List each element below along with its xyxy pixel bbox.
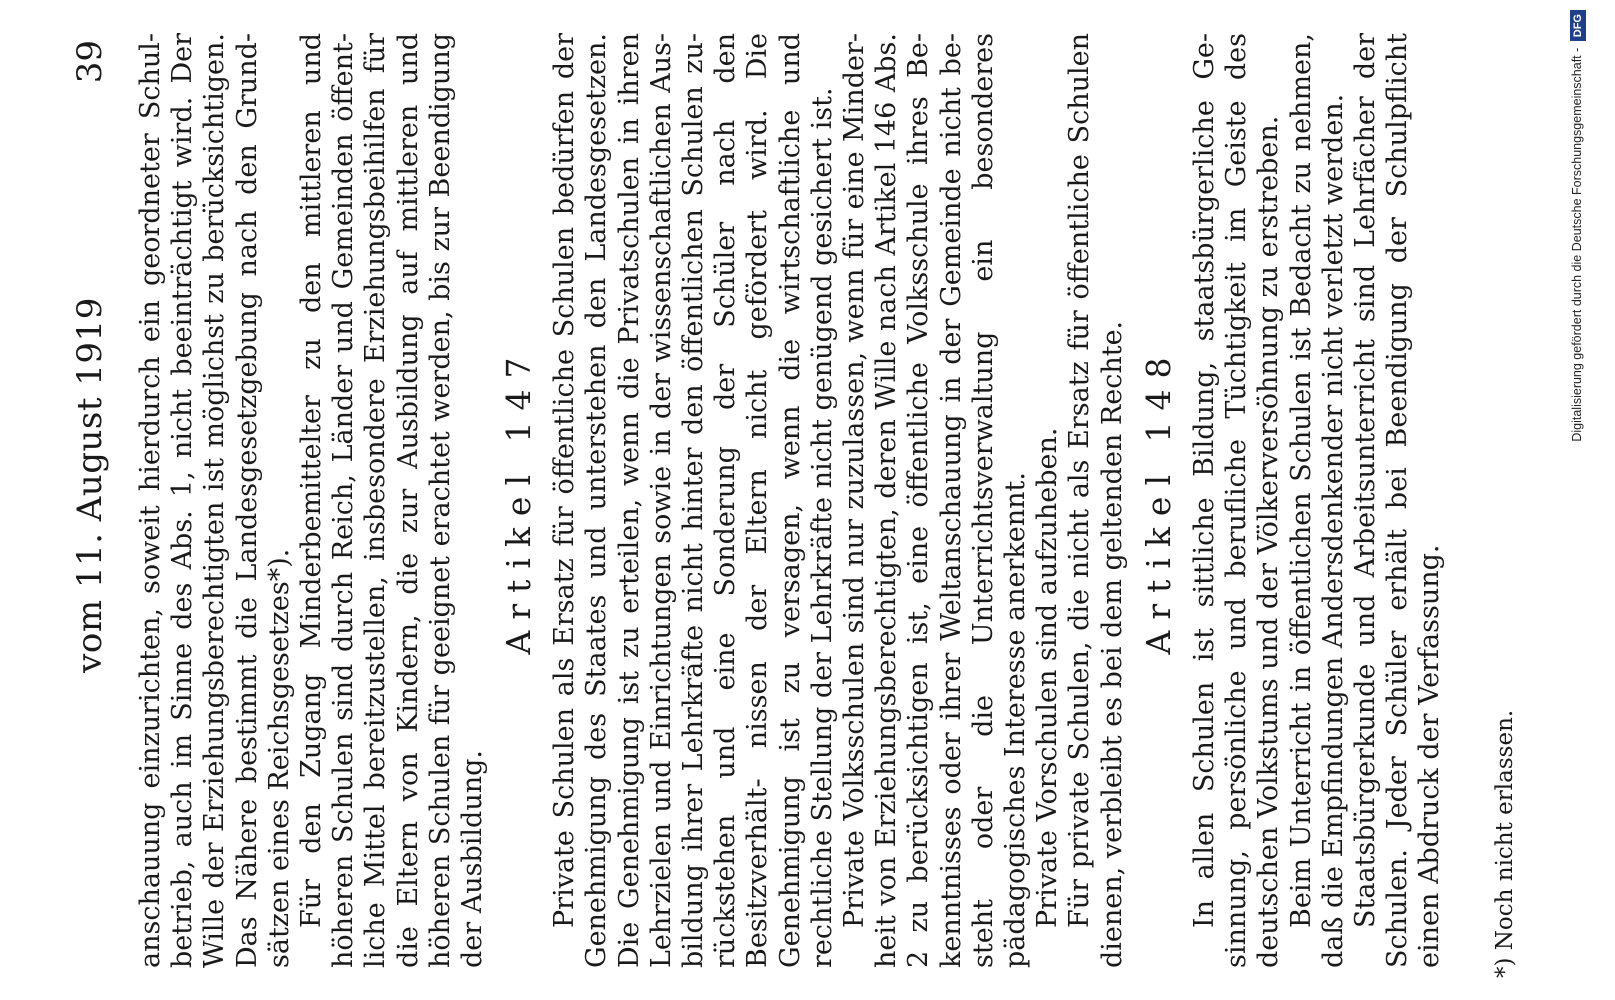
text-line: Beim Unterricht in öffentlichen Schulen ist Bedacht zu nehmen,: [1285, 33, 1317, 928]
text-line: liche Mittel bereitzustellen, insbesondere Erziehungsbeihilfen für: [360, 33, 392, 968]
text-line: Staatsbürgerkunde und Arbeitsunterricht sind Lehrfächer der: [1349, 33, 1381, 928]
text-line: sätzen eines Reichsgesetzes*).: [263, 548, 295, 968]
text-line: Schulen. Jeder Schüler erhält bei Beendigung der Schulpflicht: [1382, 33, 1414, 968]
text-line: kenntnisses oder ihrer Weltanschauung in der Gemeinde nicht be-: [935, 33, 967, 968]
text-line: Die Genehmigung ist zu erteilen, wenn die Privatschulen in ihren: [613, 33, 645, 968]
dfg-logo: DFG: [1570, 10, 1586, 41]
text-line: höheren Schulen sind durch Reich, Länder und Gemeinden öffent-: [328, 33, 360, 968]
text-line: höheren Schulen für geeignet erachtet werden, bis zur Beendigung: [424, 33, 456, 968]
text-line: steht oder die Unterrichtsverwaltung ein besonderes pädagogisches: [967, 33, 1032, 968]
text-line: Private Vorschulen sind aufzuheben.: [1032, 427, 1064, 928]
article-147-paragraph-4: [1064, 33, 1128, 968]
text-line: Lehrzielen und Einrichtungen sowie in der wissenschaftlichen Aus-: [645, 33, 677, 968]
page-header: [70, 40, 110, 930]
text-line: sinnung, persönliche und berufliche Tüchtigkeit im Geiste des: [1221, 33, 1253, 968]
text-line: Für private Schulen, die nicht als Ersatz für öffentliche Schulen: [1064, 33, 1096, 928]
header-date: vom 11. August 1919: [70, 297, 110, 673]
text-line: In allen Schulen ist sittliche Bildung, staatsbürgerliche Ge-: [1188, 33, 1220, 928]
text-line: die Eltern von Kindern, die zur Ausbildung auf mittleren und: [392, 33, 424, 968]
credit-text: Digitalisierung gefördert durch die Deutsche Forschungsgemeinschaft -: [1570, 47, 1584, 442]
text-line: Abs. 2 zu berücksichtigen ist, eine öffentliche Volksschule ihres Be-: [871, 33, 935, 968]
text-line: dienen, verbleibt es bei dem geltenden Rechte.: [1096, 320, 1128, 968]
article-147-paragraph-3: [1032, 33, 1064, 968]
text-line: bildung ihrer Lehrkräfte nicht hinter den öffentlichen Schulen zu-: [678, 33, 710, 968]
article-147-heading: Artikel 147: [499, 346, 539, 655]
text-line: einen Abdruck der Verfassung.: [1414, 544, 1446, 968]
footnote: *) Noch nicht erlassen.: [1492, 709, 1518, 978]
text-line: Für den Zugang Minderbemittelter zu den mittleren und: [296, 33, 328, 928]
text-line: deutschen Volkstums und der Völkerversöhnung zu erstreben.: [1253, 115, 1285, 968]
text-line: Wille der Erziehungsberechtigten ist möglichst zu berücksichtigen.: [199, 33, 231, 968]
text-line: Private Volksschulen sind nur zuzulassen, wenn für eine Minder-: [839, 33, 871, 928]
article-148-paragraph-3: [1350, 33, 1447, 968]
text-line: Genehmigung des Staates und unterstehen den Landesgesetzen.: [581, 33, 613, 968]
text-line: versagen, wenn die wirtschaftliche und rechtliche Stellung der: [774, 33, 838, 968]
digitization-credit: [1570, 10, 1610, 1000]
text-line: betrieb, auch im Sinne des Abs. 1, nicht beeinträchtigt wird. Der: [167, 33, 199, 968]
article-148-heading: Artikel 148: [1138, 346, 1178, 655]
text-line: rückstehen und eine Sonderung der Schüler nach den Besitzverhält-: [710, 33, 774, 968]
text-line: heit von Erziehungsberechtigten, deren Wille nach Artikel 146: [871, 101, 903, 968]
article-147-paragraph-2: [839, 33, 1032, 968]
page-content: [135, 33, 1447, 968]
page-number: 39: [70, 40, 110, 84]
article-147-paragraph-1: [549, 33, 839, 968]
continuation-paragraph: [135, 33, 296, 968]
text-line: der Ausbildung.: [457, 750, 489, 968]
text-line: Lehrkräfte nicht genügend gesichert ist.: [806, 87, 838, 644]
article-148-paragraph-2: [1286, 33, 1350, 968]
text-line: Das Nähere bestimmt die Landesgesetzgebung nach den Grund-: [231, 33, 263, 968]
text-line: anschauung einzurichten, soweit hierdurch ein geordneter Schul-: [135, 33, 166, 968]
text-line: nissen der Eltern nicht gefördert wird. Die Genehmigung ist zu: [742, 33, 806, 968]
article-148-paragraph-1: [1189, 33, 1286, 968]
text-line: daß die Empfindungen Andersdenkender nicht verletzt werden.: [1317, 93, 1349, 968]
paragraph-minderbemittelte: [296, 33, 489, 968]
text-line: Private Schulen als Ersatz für öffentliche Schulen bedürfen der: [549, 33, 581, 928]
text-line: Interesse anerkennt.: [1000, 472, 1032, 757]
